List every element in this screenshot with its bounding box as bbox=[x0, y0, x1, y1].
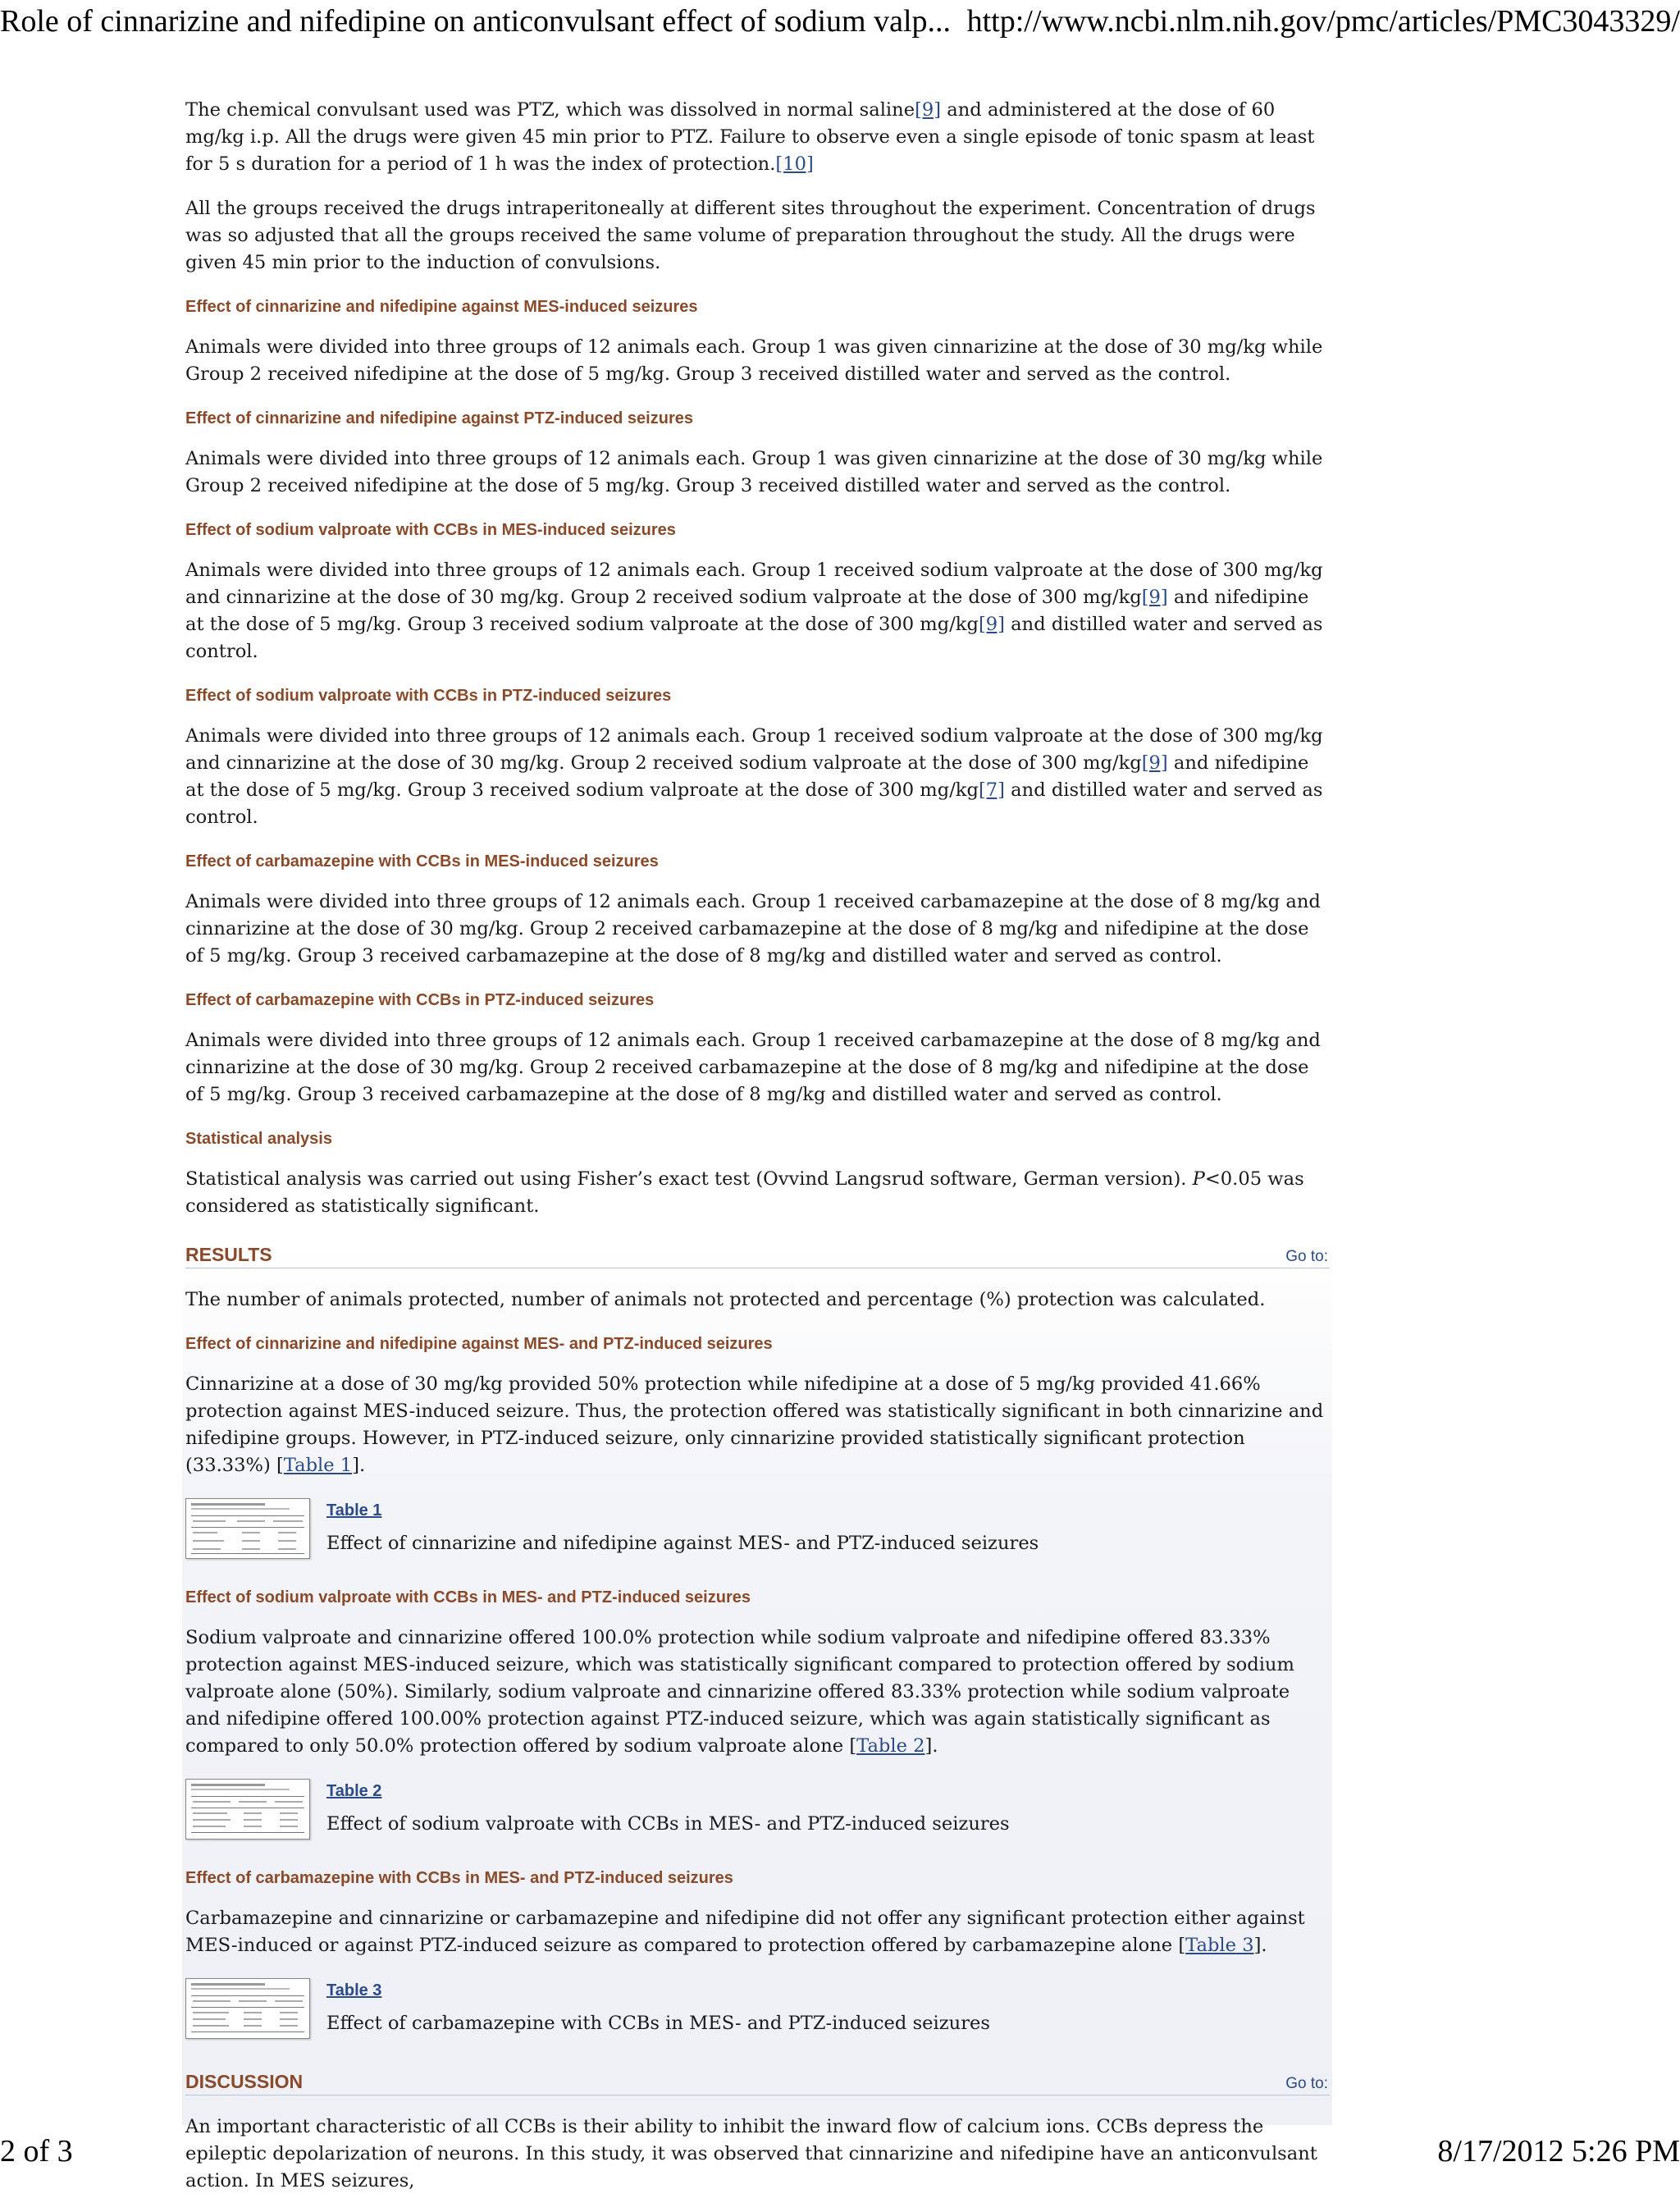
reference-link[interactable]: [7] bbox=[978, 779, 1005, 801]
paragraph: An important characteristic of all CCBs is their ability to inhibit the inward flow of calcium ions. CCBs depress the epileptic depolarization of neurons. In this study, it was observed that cinnarizine and nifedipine have an anticonvulsant action. In MES seizures, bbox=[185, 2116, 1317, 2191]
paragraph: Animals were divided into three groups of 12 animals each. Group 1 received carbamazepine at the dose of 8 mg/kg and cinnarizine at the dose of 30 mg/kg. Group 2 received carbamazepine at the dose of 8 mg/kg and nifedipine at the dose of 5 mg/kg. Group 3 received carbamazepine at the dose of 8 mg/kg and distilled water and served as control. bbox=[185, 1030, 1321, 1105]
paragraph: Carbamazepine and cinnarizine or carbamazepine and nifedipine did not offer any significant protection either against MES-induced or against PTZ-induced seizure as compared to protection offered by carbamazepine alone [Table 3]. bbox=[185, 1908, 1305, 1956]
paragraph: All the groups received the drugs intraperitoneally at different sites throughout the experiment. Concentration of drugs was so adjusted that all the groups received the same volume of preparation throughout the study. All the drugs were given 45 min prior to the induction of convulsions. bbox=[185, 198, 1316, 273]
reference-link[interactable]: [9] bbox=[1141, 752, 1168, 774]
print-header-url: http://www.ncbi.nlm.nih.gov/pmc/articles/PMC3043329/ bbox=[966, 4, 1680, 39]
paragraph: Animals were divided into three groups of 12 animals each. Group 1 was given cinnarizine at the dose of 30 mg/kg while Group 2 received nifedipine at the dose of 5 mg/kg. Group 3 received distilled water and served as the control. bbox=[185, 336, 1323, 385]
subsection-heading: Statistical analysis bbox=[185, 1130, 332, 1148]
reference-link[interactable]: [10] bbox=[775, 153, 814, 175]
table-link[interactable]: Table 1 bbox=[326, 1501, 382, 1520]
goto-link[interactable]: Go to: bbox=[1285, 2075, 1328, 2092]
subsection-heading: Effect of carbamazepine with CCBs in MES-induced seizures bbox=[185, 852, 659, 871]
reference-link[interactable]: [9] bbox=[915, 99, 942, 121]
paragraph: Animals were divided into three groups of 12 animals each. Group 1 received carbamazepine at the dose of 8 mg/kg and cinnarizine at the dose of 30 mg/kg. Group 2 received carbamazepine at the dose of 8 mg/kg and nifedipine at the dose of 5 mg/kg. Group 3 received carbamazepine at the dose of 8 mg/kg and distilled water and served as control. bbox=[185, 891, 1321, 967]
print-datetime: 8/17/2012 5:26 PM bbox=[1437, 2134, 1680, 2169]
paragraph: Statistical analysis was carried out using Fisher’s exact test (Ovvind Langsrud software, German version). P<0.05 was considered as statistically significant. bbox=[185, 1168, 1304, 1217]
paragraph: The number of animals protected, number of animals not protected and percentage (%) protection was calculated. bbox=[185, 1289, 1266, 1310]
subsection-heading: Effect of carbamazepine with CCBs in MES- and PTZ-induced seizures bbox=[185, 1869, 733, 1887]
paragraph: The chemical convulsant used was PTZ, which was dissolved in normal saline[9] and administered at the dose of 60 mg/kg i.p. All the drugs were given 45 min prior to PTZ. Failure to observe even a single episode of tonic spasm at least for 5 s duration for a period of 1 h was the index of protection.[10] bbox=[185, 99, 1315, 175]
paragraph: Animals were divided into three groups of 12 animals each. Group 1 received sodium valproate at the dose of 300 mg/kg and cinnarizine at the dose of 30 mg/kg. Group 2 received sodium valproate at the dose of 300 mg/kg[9] and nifedipine at the dose of 5 mg/kg. Group 3 received sodium valproate at the dose of 300 mg/kg[9] and distilled water and served as control. bbox=[185, 560, 1323, 662]
page-number: 2 of 3 bbox=[0, 2134, 73, 2169]
paragraph: Animals were divided into three groups of 12 animals each. Group 1 was given cinnarizine at the dose of 30 mg/kg while Group 2 received nifedipine at the dose of 5 mg/kg. Group 3 received distilled water and served as the control. bbox=[185, 448, 1323, 496]
table-reference-link[interactable]: Table 2 bbox=[856, 1735, 925, 1757]
results-heading-bar bbox=[185, 1243, 1330, 1268]
print-header bbox=[0, 3, 1680, 53]
subsection-heading: Effect of sodium valproate with CCBs in PTZ-induced seizures bbox=[185, 687, 672, 705]
subsection-heading: Effect of cinnarizine and nifedipine against PTZ-induced seizures bbox=[185, 409, 693, 427]
table-caption: Effect of carbamazepine with CCBs in MES- and PTZ-induced seizures bbox=[326, 2013, 990, 2034]
table-entry-1[interactable] bbox=[185, 1497, 1330, 1567]
paragraph: Cinnarizine at a dose of 30 mg/kg provided 50% protection while nifedipine at a dose of 5 mg/kg provided 41.66% protection against MES-induced seizure. Thus, the protection offered was statistically significant in both cinnarizine and nifedipine groups. However, in PTZ-induced seizure, only cinnarizine provided statistically significant protection (33.33%) [Table 1]. bbox=[185, 1373, 1324, 1476]
paragraph: Sodium valproate and cinnarizine offered 100.0% protection while sodium valproate and nifedipine offered 83.33% protection against MES-induced seizure, which was statistically significant compared to protection offered by sodium valproate alone (50%). Similarly, sodium valproate and cinnarizine offered 83.33% protection while sodium valproate and nifedipine offered 100.00% protection against PTZ-induced seizure, which was again statistically significant as compared to only 50.0% protection offered by sodium valproate alone [Table 2]. bbox=[185, 1627, 1294, 1757]
table-thumbnail[interactable] bbox=[185, 1498, 310, 1559]
print-footer bbox=[0, 2133, 1680, 2174]
subsection-heading: Effect of cinnarizine and nifedipine against MES-induced seizures bbox=[185, 298, 698, 316]
subsection-heading: Effect of cinnarizine and nifedipine against MES- and PTZ-induced seizures bbox=[185, 1335, 773, 1353]
table-reference-link[interactable]: Table 1 bbox=[283, 1455, 353, 1476]
table-thumbnail[interactable] bbox=[185, 1779, 310, 1840]
paragraph: Animals were divided into three groups of 12 animals each. Group 1 received sodium valproate at the dose of 300 mg/kg and cinnarizine at the dose of 30 mg/kg. Group 2 received sodium valproate at the dose of 300 mg/kg[9] and nifedipine at the dose of 5 mg/kg. Group 3 received sodium valproate at the dose of 300 mg/kg[7] and distilled water and served as control. bbox=[185, 725, 1323, 828]
section-title-results: RESULTS bbox=[185, 1244, 272, 1265]
discussion-heading-bar bbox=[185, 2070, 1330, 2095]
goto-link[interactable]: Go to: bbox=[1285, 1248, 1328, 1265]
subsection-heading: Effect of sodium valproate with CCBs in MES- and PTZ-induced seizures bbox=[185, 1588, 751, 1606]
table-caption: Effect of sodium valproate with CCBs in MES- and PTZ-induced seizures bbox=[326, 1813, 1010, 1835]
table-caption: Effect of cinnarizine and nifedipine against MES- and PTZ-induced seizures bbox=[326, 1533, 1039, 1554]
print-header-title: Role of cinnarizine and nifedipine on anticonvulsant effect of sodium valp... bbox=[0, 4, 952, 39]
article-content bbox=[185, 97, 1330, 2212]
table-entry-3[interactable] bbox=[185, 1977, 1330, 2047]
table-thumbnail[interactable] bbox=[185, 1978, 310, 2039]
table-reference-link[interactable]: Table 3 bbox=[1185, 1935, 1254, 1956]
table-entry-2[interactable] bbox=[185, 1777, 1330, 1848]
table-link[interactable]: Table 3 bbox=[326, 1981, 382, 1999]
table-link[interactable]: Table 2 bbox=[326, 1782, 382, 1800]
subsection-heading: Effect of sodium valproate with CCBs in MES-induced seizures bbox=[185, 521, 676, 539]
reference-link[interactable]: [9] bbox=[1141, 587, 1168, 608]
section-title-discussion: DISCUSSION bbox=[185, 2071, 304, 2092]
subsection-heading: Effect of carbamazepine with CCBs in PTZ-induced seizures bbox=[185, 991, 655, 1009]
reference-link[interactable]: [9] bbox=[978, 614, 1005, 635]
